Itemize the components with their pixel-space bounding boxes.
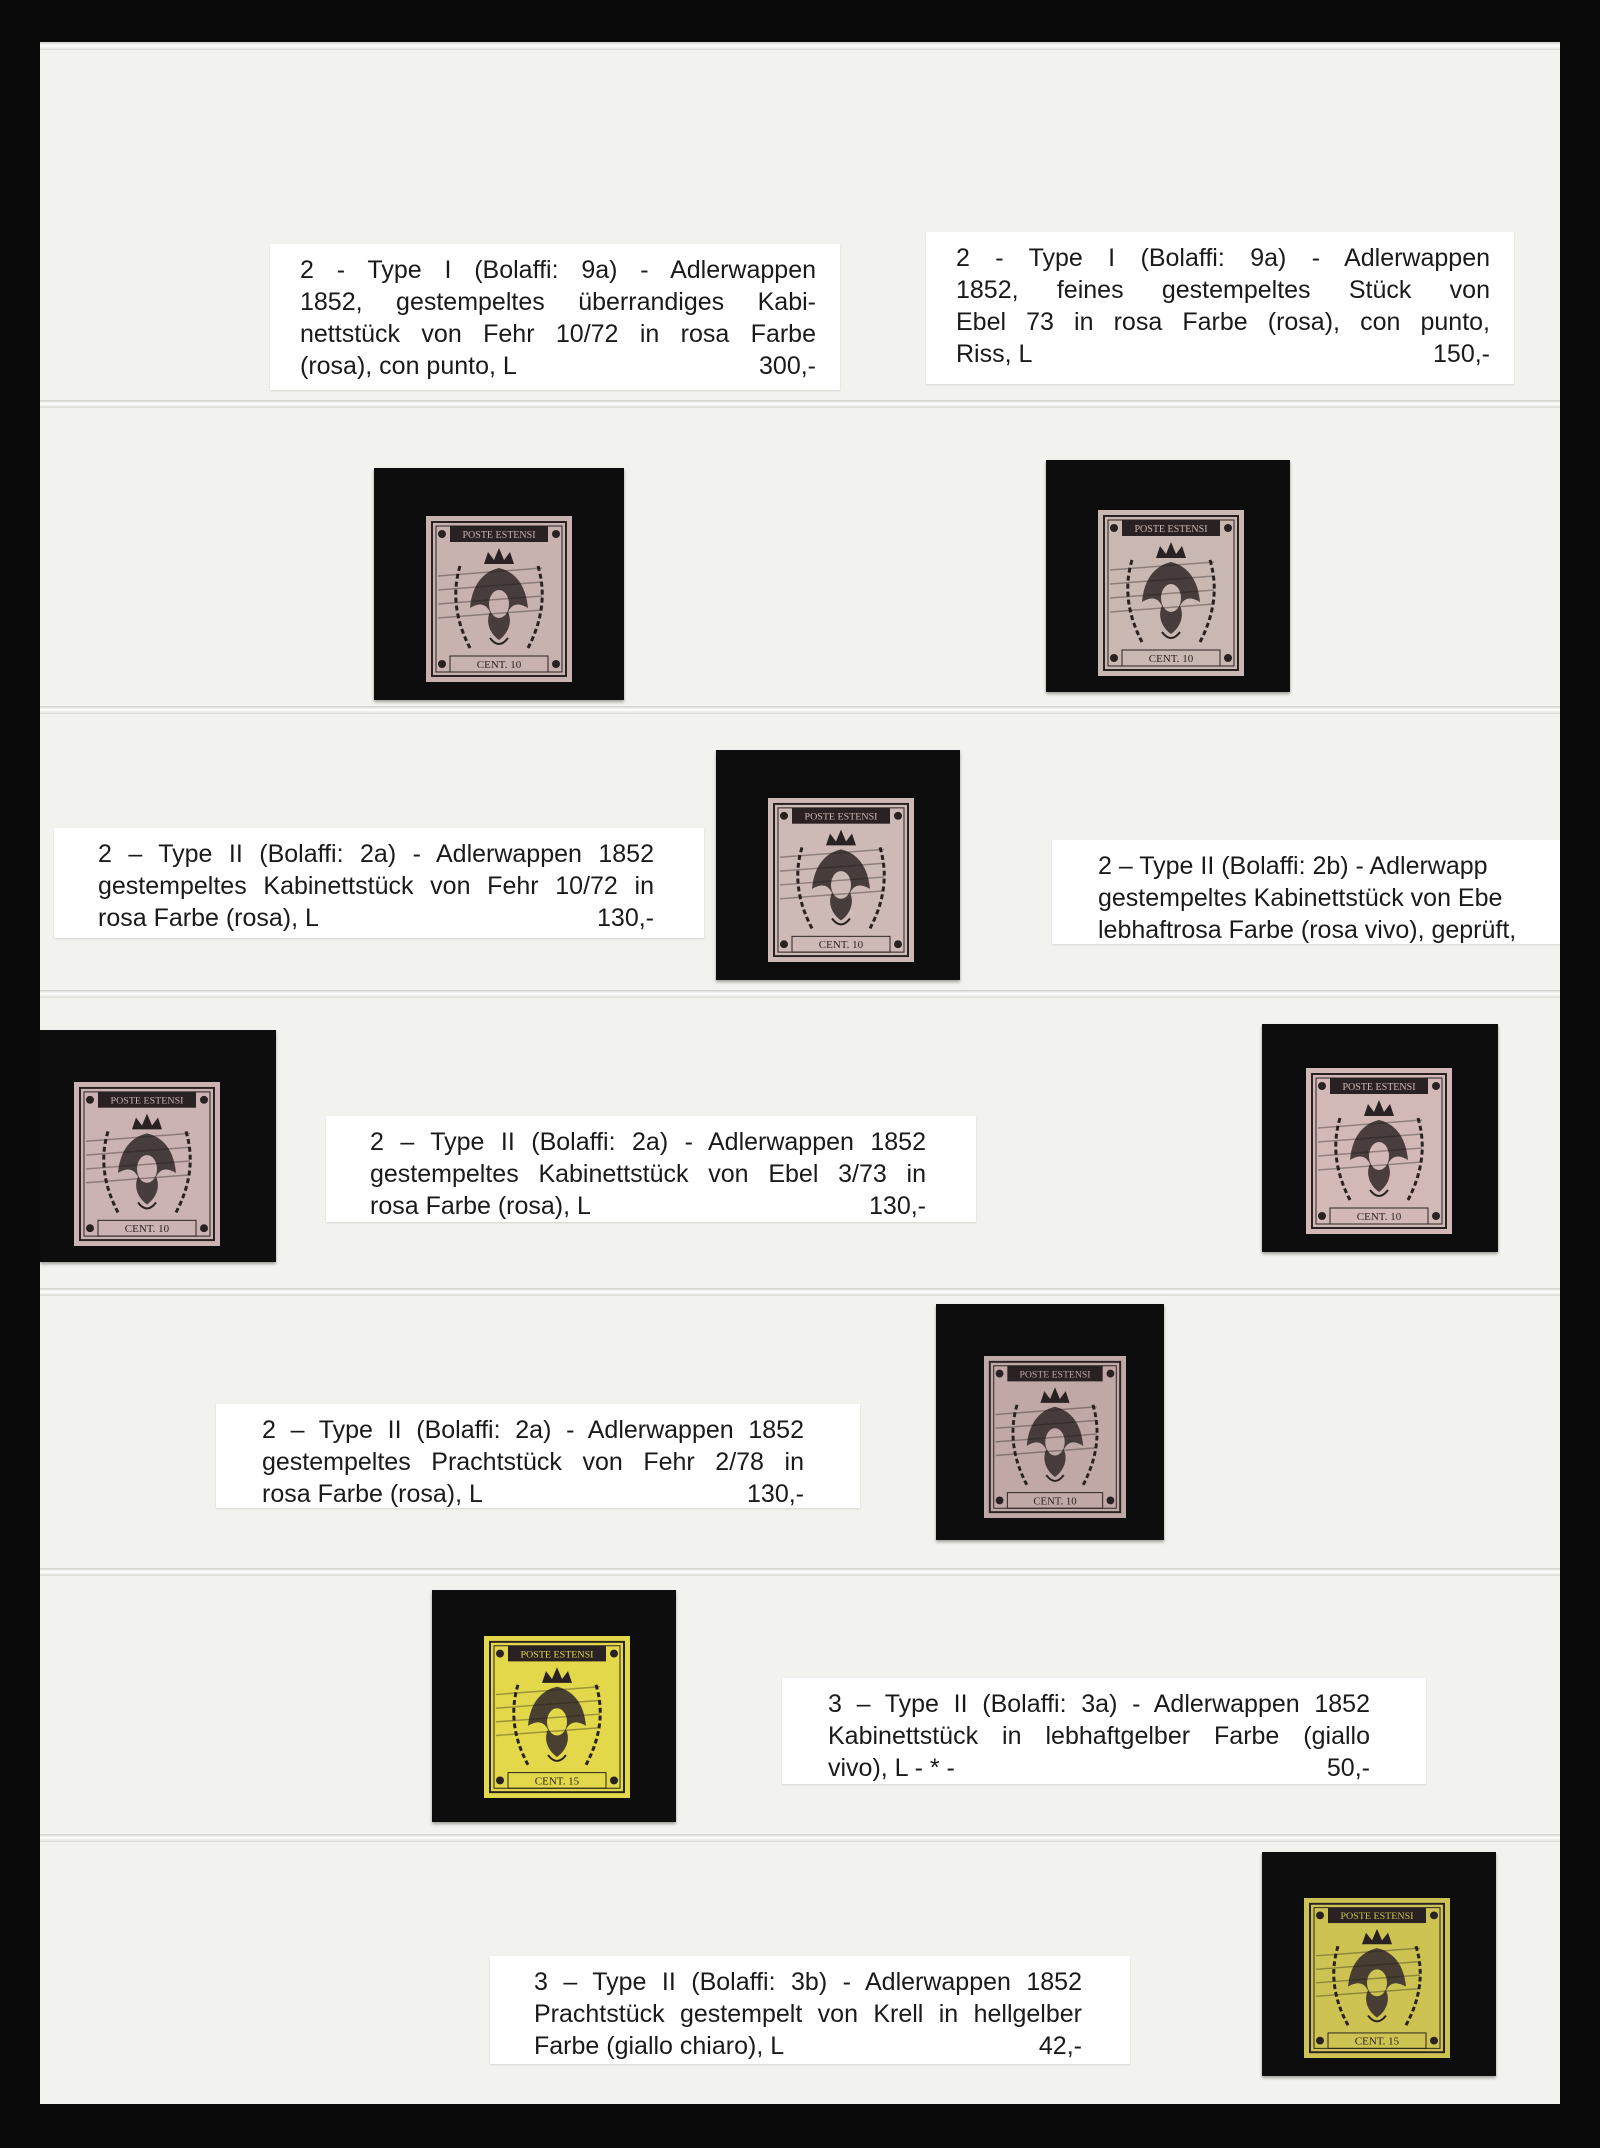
stamp [768,798,914,962]
stamp-top-text: POSTE ESTENSI [1342,1082,1416,1093]
stamp [1304,1898,1450,2058]
corner-ornament-icon [1110,654,1118,662]
label-line: rosa Farbe (rosa), L [262,1480,483,1508]
label-line: 2 – Type II (Bolaffi: 2a) - Adlerwappen 1852 [370,1128,926,1156]
stamp-value-text: CENT. 10 [1356,1211,1402,1223]
label-line: 2 – Type II (Bolaffi: 2a) - Adlerwappen 1852 [262,1416,804,1444]
stamp-description-label [782,1678,1426,1784]
stamp-value-text: CENT. 10 [818,939,864,952]
corner-ornament-icon [1224,654,1232,662]
stamp-top-text: POSTE ESTENSI [520,1649,594,1661]
corner-ornament-icon [496,1777,504,1785]
stamp-top-text: POSTE ESTENSI [804,811,878,823]
label-line: 1852, gestempeltes überrandiges Kabi- [300,288,816,316]
label-line: nettstück von Fehr 10/72 in rosa Farbe [300,320,816,348]
stamp-value-text: CENT. 10 [1033,1495,1077,1508]
corner-ornament-icon [200,1096,208,1104]
corner-ornament-icon [996,1497,1004,1505]
stamp-value-text: CENT. 10 [476,659,522,671]
strip-divider [40,1288,1560,1296]
label-line: gestempeltes Kabinettstück von Ebel 3/73 in [370,1160,926,1188]
corner-ornament-icon [1432,1212,1440,1220]
stamp-value-text: CENT. 15 [534,1775,580,1788]
stamp-top-text: POSTE ESTENSI [462,530,536,541]
price: 42,- [1038,2032,1082,2060]
label-line: Riss, L [956,340,1033,368]
corner-ornament-icon [86,1224,94,1232]
stamp-description-label [1052,840,1560,944]
corner-ornament-icon [438,660,446,668]
stamp-description-label [54,828,704,938]
corner-ornament-icon [780,812,788,820]
label-line: Kabinettstück in lebhaftgelber Farbe (giallo [828,1722,1370,1750]
corner-ornament-icon [1432,1082,1440,1090]
stamp-top-text: POSTE ESTENSI [1134,524,1208,535]
corner-ornament-icon [552,660,560,668]
corner-ornament-icon [610,1650,618,1658]
label-line: (rosa), con punto, L [300,352,517,380]
strip-divider [40,1834,1560,1842]
corner-ornament-icon [200,1224,208,1232]
price: 130,- [869,1192,926,1220]
stamp [426,516,572,682]
corner-ornament-icon [996,1370,1004,1378]
stamp-value-text: CENT. 10 [1148,653,1194,665]
corner-ornament-icon [86,1096,94,1104]
stamp-description-label [326,1116,976,1222]
price: 130,- [597,904,654,932]
corner-ornament-icon [552,530,560,538]
stamp [1098,510,1244,676]
label-line: 1852, feines gestempeltes Stück von [956,276,1490,304]
stamp [484,1636,630,1798]
price: 150,- [1433,340,1490,368]
stamp-description-label [270,244,840,390]
price: 130,- [747,1480,804,1508]
corner-ornament-icon [1318,1082,1326,1090]
stamp [74,1082,220,1246]
label-line: gestempeltes Kabinettstück von Fehr 10/72 in [98,872,654,900]
label-line: vivo), L - * - [828,1754,955,1782]
label-line: 2 – Type II (Bolaffi: 2a) - Adlerwappen 1852 [98,840,654,868]
strip-divider [40,42,1560,50]
corner-ornament-icon [1430,1911,1438,1919]
corner-ornament-icon [1107,1497,1115,1505]
label-line: gestempeltes Prachtstück von Fehr 2/78 in [262,1448,804,1476]
corner-ornament-icon [894,940,902,948]
label-line: gestempeltes Kabinettstück von Ebe [1098,884,1503,912]
stamp-top-text: POSTE ESTENSI [1340,1911,1414,1923]
strip-divider [40,990,1560,998]
corner-ornament-icon [496,1650,504,1658]
corner-ornament-icon [1107,1370,1115,1378]
corner-ornament-icon [1224,524,1232,532]
stamp-description-label [926,232,1514,384]
label-line: 2 – Type II (Bolaffi: 2b) - Adlerwapp [1098,852,1488,880]
corner-ornament-icon [610,1777,618,1785]
corner-ornament-icon [1110,524,1118,532]
corner-ornament-icon [438,530,446,538]
strip-divider [40,400,1560,408]
label-line: Prachtstück gestempelt von Krell in hellgelber [534,2000,1082,2028]
label-line: 2 - Type I (Bolaffi: 9a) - Adlerwappen [300,256,816,284]
album-page [40,42,1560,2104]
label-line: rosa Farbe (rosa), L [370,1192,591,1220]
price: 50,- [1326,1754,1370,1782]
corner-ornament-icon [1318,1212,1326,1220]
stamp-description-label [490,1956,1130,2064]
label-line: 3 – Type II (Bolaffi: 3b) - Adlerwappen 1852 [534,1968,1082,1996]
corner-ornament-icon [1316,2037,1324,2045]
stamp-value-text: CENT. 10 [124,1223,170,1236]
stamp-value-text: CENT. 15 [1354,2035,1400,2048]
strip-divider [40,706,1560,714]
strip-divider [40,1568,1560,1576]
label-line: rosa Farbe (rosa), L [98,904,319,932]
corner-ornament-icon [780,940,788,948]
label-line: 2 - Type I (Bolaffi: 9a) - Adlerwappen [956,244,1490,272]
corner-ornament-icon [1430,2037,1438,2045]
stamp [984,1356,1126,1518]
stamp [1306,1068,1452,1234]
label-line: 3 – Type II (Bolaffi: 3a) - Adlerwappen 1852 [828,1690,1370,1718]
stamp-description-label [216,1404,860,1508]
corner-ornament-icon [894,812,902,820]
label-line: Ebel 73 in rosa Farbe (rosa), con punto, [956,308,1490,336]
price: 300,- [759,352,816,380]
corner-ornament-icon [1316,1911,1324,1919]
stamp-top-text: POSTE ESTENSI [110,1095,184,1107]
label-line: lebhaftrosa Farbe (rosa vivo), geprüft, [1098,916,1517,944]
label-line: Farbe (giallo chiaro), L [534,2032,785,2060]
stamp-top-text: POSTE ESTENSI [1019,1369,1091,1381]
